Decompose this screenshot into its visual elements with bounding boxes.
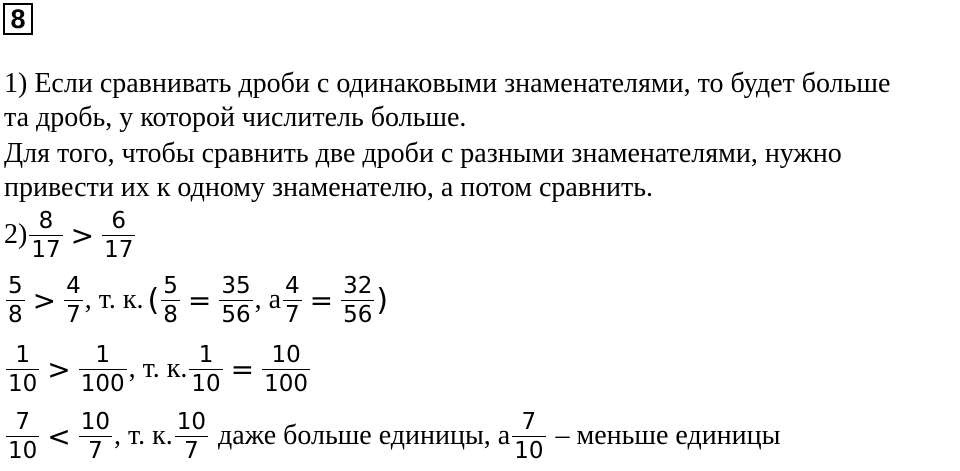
fraction xyxy=(79,342,127,397)
numerator: 4 xyxy=(285,272,300,299)
fraction-bar xyxy=(219,300,252,301)
denominator: 10 xyxy=(8,370,38,397)
part2-row1 xyxy=(4,206,137,264)
conjunction: , а xyxy=(254,284,282,315)
fraction-bar xyxy=(102,235,135,236)
fraction-bar xyxy=(6,436,39,437)
explanation-text: – меньше единицы xyxy=(555,420,781,451)
numerator: 10 xyxy=(80,408,111,435)
denominator: 10 xyxy=(191,370,221,397)
fraction-bar xyxy=(6,300,25,301)
fraction-bar xyxy=(64,300,83,301)
denominator: 56 xyxy=(221,301,251,328)
fraction xyxy=(6,273,25,328)
reason-prefix: , т. к. xyxy=(114,420,173,451)
part2-row4 xyxy=(4,407,780,465)
fraction-bar xyxy=(175,436,208,437)
denominator: 10 xyxy=(8,437,38,464)
denominator: 7 xyxy=(66,301,81,328)
fraction xyxy=(175,409,208,464)
part2-row3 xyxy=(4,340,312,398)
explanation-text: даже больше единицы, а xyxy=(218,420,511,451)
close-paren: ) xyxy=(376,282,389,318)
fraction-bar xyxy=(512,436,545,437)
denominator: 7 xyxy=(285,301,300,328)
denominator: 10 xyxy=(514,437,544,464)
numerator: 10 xyxy=(176,408,207,435)
part1-line3: Для того, чтобы сравнить две дроби с разными знаменателями, нужно xyxy=(4,138,842,169)
numerator: 1 xyxy=(198,341,214,368)
denominator: 100 xyxy=(80,370,125,397)
fraction-bar xyxy=(79,436,112,437)
denominator: 17 xyxy=(104,236,134,263)
part1-line1: 1) Если сравнивать дроби с одинаковыми знаменателями, то будет больше xyxy=(4,68,891,99)
part2-prefix: 2) xyxy=(4,219,28,250)
comparison-sign: > xyxy=(47,352,71,386)
part1-line4: привести их к одному знаменателю, а потом сравнить. xyxy=(4,172,654,203)
numerator: 1 xyxy=(15,341,30,368)
comparison-sign: > xyxy=(70,218,95,252)
fraction xyxy=(6,342,39,397)
denominator: 7 xyxy=(184,437,199,464)
reason-prefix: , т. к. xyxy=(128,353,188,384)
numerator: 5 xyxy=(163,272,178,299)
equals-sign: = xyxy=(187,283,212,317)
fraction xyxy=(161,273,180,328)
open-paren: ( xyxy=(147,282,160,318)
fraction xyxy=(79,409,112,464)
numerator: 4 xyxy=(66,272,81,299)
part2-row2 xyxy=(4,271,388,329)
comparison-sign: < xyxy=(47,419,71,453)
numerator: 7 xyxy=(521,408,537,435)
comparison-sign: > xyxy=(32,283,57,317)
numerator: 6 xyxy=(111,207,127,234)
numerator: 1 xyxy=(95,341,111,368)
denominator: 7 xyxy=(88,437,103,464)
numerator: 5 xyxy=(8,272,23,299)
reason-prefix: , т. к. xyxy=(84,284,144,315)
fraction xyxy=(341,273,374,328)
equals-sign: = xyxy=(230,352,255,386)
fraction-bar xyxy=(341,300,374,301)
part1-line2: та дробь, у которой числитель больше. xyxy=(4,102,467,133)
fraction xyxy=(512,409,545,464)
numerator: 8 xyxy=(38,207,54,234)
fraction-bar xyxy=(262,369,310,370)
fraction xyxy=(29,208,62,263)
denominator: 17 xyxy=(31,236,61,263)
fraction-bar xyxy=(6,369,39,370)
fraction-bar xyxy=(79,369,127,370)
fraction xyxy=(262,342,310,397)
fraction xyxy=(189,342,222,397)
denominator: 8 xyxy=(8,301,23,328)
denominator: 56 xyxy=(343,301,373,328)
numerator: 32 xyxy=(343,272,373,299)
denominator: 8 xyxy=(163,301,178,328)
fraction xyxy=(219,273,252,328)
fraction xyxy=(283,273,302,328)
fraction xyxy=(6,409,39,464)
fraction xyxy=(102,208,135,263)
denominator: 100 xyxy=(264,370,309,397)
fraction-bar xyxy=(161,300,180,301)
fraction xyxy=(64,273,83,328)
numerator: 35 xyxy=(221,272,251,299)
task-number-badge: 8 xyxy=(3,3,33,35)
fraction-bar xyxy=(283,300,302,301)
numerator: 10 xyxy=(271,341,301,368)
equals-sign: = xyxy=(309,283,334,317)
fraction-bar xyxy=(29,235,62,236)
fraction-bar xyxy=(189,369,222,370)
numerator: 7 xyxy=(15,408,30,435)
